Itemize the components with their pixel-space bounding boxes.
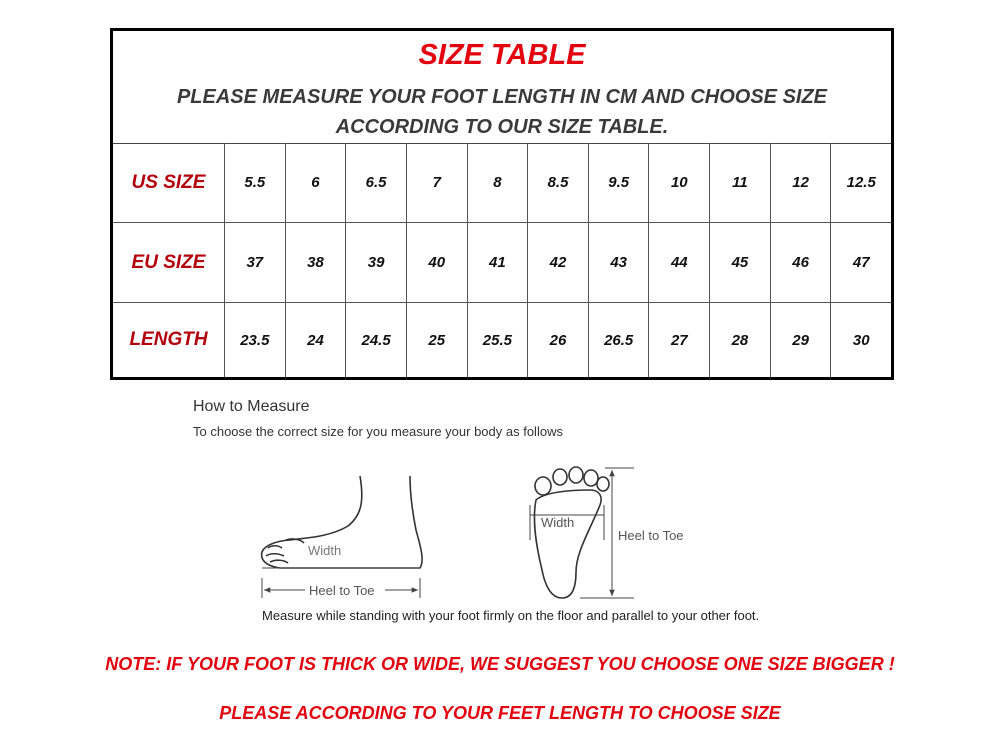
row-label: EU SIZE xyxy=(131,251,206,273)
size-advice: PLEASE ACCORDING TO YOUR FEET LENGTH TO CHOOSE SIZE xyxy=(219,703,781,723)
size-cell: 41 xyxy=(467,223,528,302)
size-cell: 12 xyxy=(770,143,831,222)
instruction-line-1: PLEASE MEASURE YOUR FOOT LENGTH IN CM AND CHOOSE SIZE xyxy=(176,86,828,108)
size-cell: 45 xyxy=(709,223,770,302)
size-cell: 38 xyxy=(285,223,346,302)
size-cell: 27 xyxy=(648,303,709,377)
size-cell: 10 xyxy=(648,143,709,222)
size-cell: 30 xyxy=(830,303,891,377)
size-cell: 24.5 xyxy=(345,303,406,377)
size-cell: 25.5 xyxy=(467,303,528,377)
size-cell: 12.5 xyxy=(830,143,891,222)
size-cell: 24 xyxy=(285,303,346,377)
size-cell: 6 xyxy=(285,143,346,222)
size-cell: 25 xyxy=(406,303,467,377)
size-cell: 37 xyxy=(224,223,285,302)
size-cell: 40 xyxy=(406,223,467,302)
size-table-title: SIZE TABLE xyxy=(418,39,586,71)
row-label: LENGTH xyxy=(129,329,208,350)
instruction-line-2: ACCORDING TO OUR SIZE TABLE. xyxy=(335,116,669,138)
size-cell: 29 xyxy=(770,303,831,377)
size-cell: 8.5 xyxy=(527,143,588,222)
size-cell: 26.5 xyxy=(588,303,649,377)
size-cell: 28 xyxy=(709,303,770,377)
size-cell: 23.5 xyxy=(224,303,285,377)
size-cell: 26 xyxy=(527,303,588,377)
size-cell: 43 xyxy=(588,223,649,302)
foot-side-view-icon xyxy=(262,476,422,568)
how-to-measure-subtitle: To choose the correct size for you measure your body as follows xyxy=(193,424,563,439)
side-width-label: Width xyxy=(308,543,342,558)
size-cell: 6.5 xyxy=(345,143,406,222)
size-note: NOTE: IF YOUR FOOT IS THICK OR WIDE, WE SUGGEST YOU CHOOSE ONE SIZE BIGGER ! xyxy=(105,654,895,674)
top-length-label: Heel to Toe xyxy=(618,528,684,543)
size-cell: 44 xyxy=(648,223,709,302)
top-width-label: Width xyxy=(541,515,575,530)
row-label: US SIZE xyxy=(131,171,206,193)
size-cell: 39 xyxy=(345,223,406,302)
how-to-measure-title: How to Measure xyxy=(193,398,310,415)
measure-instruction: Measure while standing with your foot firmly on the floor and parallel to your other foot. xyxy=(262,608,760,623)
size-cell: 11 xyxy=(709,143,770,222)
size-cell: 42 xyxy=(527,223,588,302)
size-cell: 9.5 xyxy=(588,143,649,222)
foot-top-view-icon xyxy=(534,467,609,598)
size-cell: 8 xyxy=(467,143,528,222)
size-cell: 5.5 xyxy=(224,143,285,222)
size-cell: 7 xyxy=(406,143,467,222)
size-cell: 46 xyxy=(770,223,831,302)
size-cell: 47 xyxy=(830,223,891,302)
side-length-label: Heel to Toe xyxy=(309,583,375,598)
